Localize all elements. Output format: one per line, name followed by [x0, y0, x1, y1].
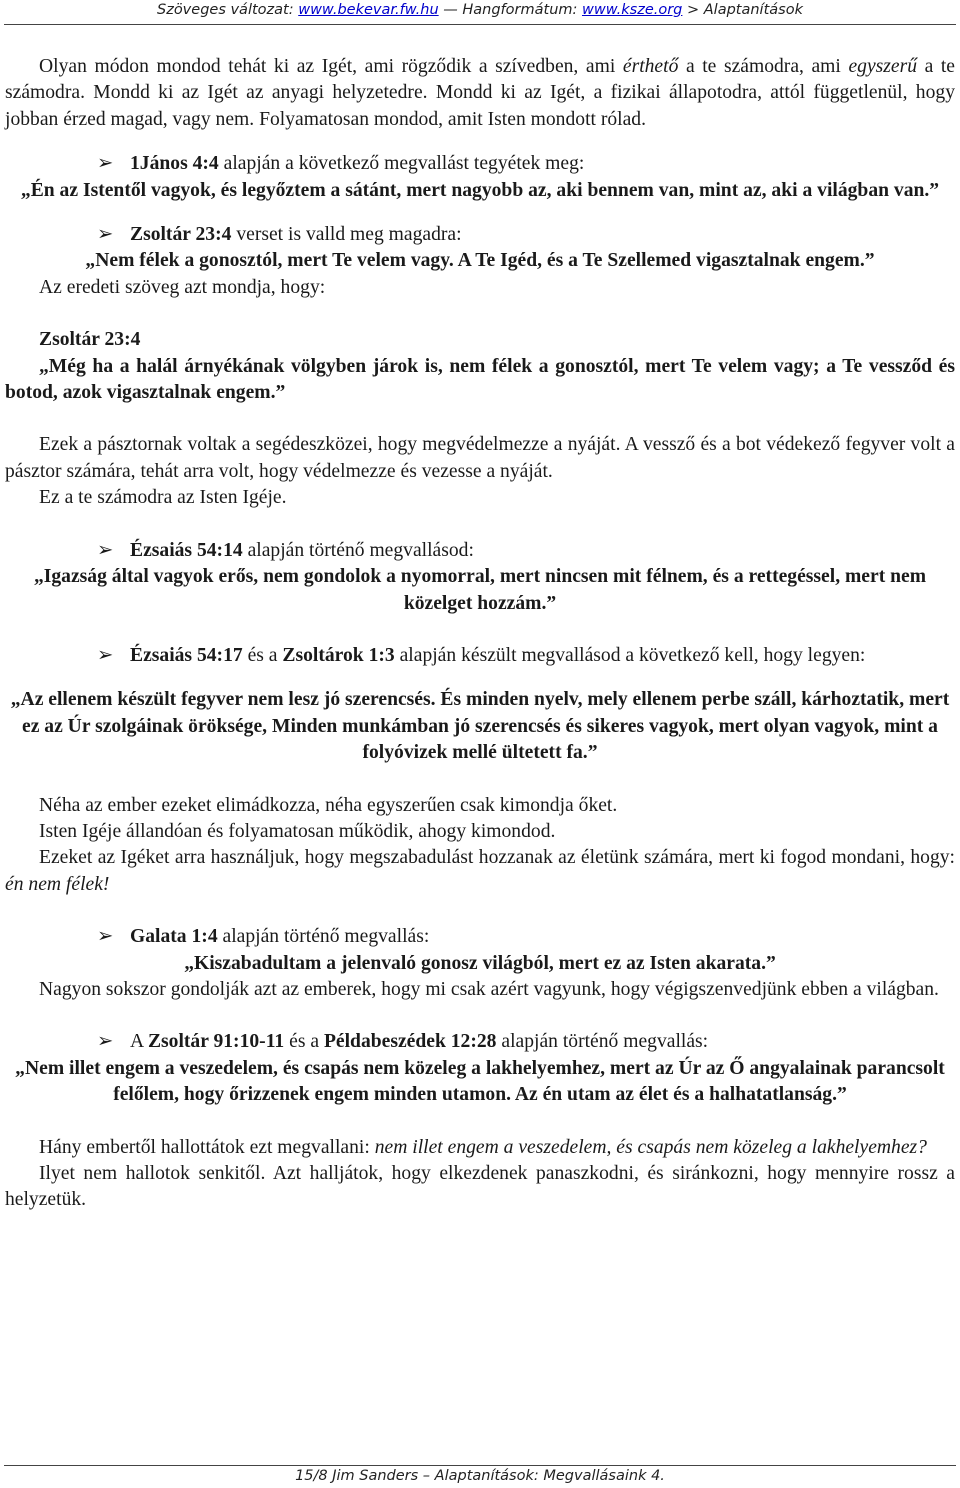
intro-paragraph	[5, 54, 955, 133]
ksze-link[interactable]: www.ksze.org	[582, 2, 683, 18]
arrow-bullet-icon: ➢	[97, 644, 114, 666]
arrow-bullet-icon: ➢	[97, 926, 114, 948]
header-suffix: > Alaptanítások	[682, 2, 803, 18]
bullet-6-pre: A	[130, 1031, 148, 1053]
document-body	[5, 54, 955, 1214]
bekevar-link[interactable]: www.bekevar.fw.hu	[298, 2, 439, 18]
bullet-5-text: alapján történő megvallás:	[217, 926, 430, 948]
shepherd-paragraph: Ezek a pásztornak voltak a segédeszközei, hogy megvédelmezze a nyáját. A vessző és a bot védekező fegyver volt a pásztor számára, tehát arra volt, hogy védelmezze és vezesse a nyáját.	[5, 434, 955, 482]
arrow-bullet-icon: ➢	[97, 1031, 114, 1053]
freedom-paragraph	[5, 845, 955, 898]
bullet-3	[5, 538, 955, 564]
bullet-6-ref-1: Zsoltár 91:10-11	[147, 1031, 285, 1053]
intro-text-c: a te számodra. Mondd ki az Igét az anyagi helyzetedre. Mondd ki az Igét, a fizikai állapotodra, attól függetlenül, hogy jobban érzed magad, vagy nem. Folyamatosan mondod, amit Isten mondott rólad.	[5, 56, 956, 130]
bullet-6-mid: és a	[284, 1031, 324, 1053]
bullet-4-ref-2: Zsoltárok 1:3	[282, 644, 395, 666]
bullet-1	[5, 151, 955, 177]
confess-question-emph: nem illet engem a veszedelem, és csapás nem közeleg a lakhelyemhez?	[374, 1136, 927, 1158]
arrow-bullet-icon: ➢	[97, 224, 114, 246]
bullet-1-text: alapján a következő megvallást tegyétek meg:	[218, 153, 585, 175]
intro-emph-2: egyszerű	[848, 56, 918, 77]
header-prefix: Szöveges változat:	[157, 2, 299, 18]
confess-question-paragraph	[5, 1135, 955, 1161]
bullet-4-text: alapján készült megvallásod a következő kell, hogy legyen:	[394, 644, 866, 666]
bullet-5	[5, 924, 955, 950]
intro-text-a: Olyan módon mondod tehát ki az Igét, ami rögződik a szívedben, ami	[39, 56, 623, 77]
quote-7: „Nem illet engem a veszedelem, és csapás nem közeleg a lakhelyemhez, mert az Úr az Ő angyalainak parancsolt felőlem, hogy őrizzenek engem minden utamon. Az én utam az élet és a halhatatlanság.”	[15, 1057, 945, 1106]
bullet-6-ref-2: Példabeszédek 12:28	[323, 1031, 497, 1053]
bullet-2-text: verset is valld meg magadra:	[231, 224, 462, 246]
freedom-emph: én nem félek!	[5, 873, 110, 895]
complaint-paragraph: Ilyet nem hallotok senkitől. Azt halljátok, hogy elkezdenek panaszkodni, és siránkozni, hogy mennyire rossz a helyzetük.	[5, 1163, 955, 1211]
page-footer: 15/8 Jim Sanders – Alaptanítások: Megvallásaink 4.	[295, 1468, 665, 1484]
quote-1: „Én az Istentől vagyok, és legyőztem a sátánt, mert nagyobb az, aki bennem van, mint az, aki a világban van.”	[20, 179, 940, 201]
page-header	[0, 2, 960, 24]
bullet-4-mid: és a	[242, 644, 283, 666]
quote-3: „Még ha a halál árnyékának völgyben járok is, nem félek a gonosztól, mert Te velem vagy; a Te vessződ és botod, azok vigasztalnak engem.”	[5, 355, 955, 404]
pray-paragraph: Néha az ember ezeket elimádkozza, néha egyszerűen csak kimondja őket.	[39, 794, 618, 816]
confess-question-text: Hány embertől hallottátok ezt megvallani:	[39, 1136, 375, 1158]
quote-2: „Nem félek a gonosztól, mert Te velem vagy. A Te Igéd, és a Te Szellemed vigasztalnak engem.”	[85, 250, 875, 272]
bullet-2-ref: Zsoltár 23:4	[130, 224, 232, 246]
word-of-god-line: Ez a te számodra az Isten Igéje.	[39, 487, 287, 509]
original-text-note: Az eredeti szöveg azt mondja, hogy:	[39, 276, 326, 298]
word-works-paragraph: Isten Igéje állandóan és folyamatosan működik, ahogy kimondod.	[39, 820, 556, 842]
freedom-text: Ezeket az Igéket arra használjuk, hogy megszabadulást hozzanak az életünk számára, mert ki fogod mondani, hogy:	[39, 847, 955, 869]
intro-emph-1: érthető	[622, 56, 679, 77]
bullet-3-ref: Ézsaiás 54:14	[130, 539, 243, 561]
bullet-4-ref-1: Ézsaiás 54:17	[130, 644, 243, 666]
bullet-5-ref: Galata 1:4	[130, 926, 218, 948]
header-divider	[4, 24, 956, 25]
bullet-2	[5, 222, 955, 248]
bullet-1-ref: 1János 4:4	[130, 153, 219, 175]
header-mid: — Hangformátum:	[438, 2, 582, 18]
arrow-bullet-icon: ➢	[97, 153, 114, 175]
bullet-6-text: alapján történő megvallás:	[496, 1031, 709, 1053]
suffering-paragraph: Nagyon sokszor gondolják azt az emberek, hogy mi csak azért vagyunk, hogy végigszenvedjünk ebben a világban.	[39, 978, 939, 1000]
psalm-title: Zsoltár 23:4	[39, 329, 141, 351]
quote-4: „Igazság által vagyok erős, nem gondolok a nyomorral, mert nincsen mit félnem, és a rettegéssel, mert nem közelget hozzám.”	[33, 566, 927, 614]
bullet-4	[5, 643, 955, 669]
quote-5: „Az ellenem készült fegyver nem lesz jó szerencsés. És minden nyelv, mely ellenem perbe száll, kárhoztatik, mert ez az Úr szolgáinak öröksége, Minden munkámban jó szerencsés és sikeres vagyok, mert olyan vagyok, mint a folyóvizek mellé ültetett fa.”	[10, 689, 950, 764]
arrow-bullet-icon: ➢	[97, 539, 114, 561]
quote-6: „Kiszabadultam a jelenvaló gonosz világból, mert ez az Isten akarata.”	[184, 952, 776, 974]
footer-divider	[4, 1465, 956, 1466]
intro-text-b: a te számodra, ami	[678, 56, 849, 77]
bullet-3-text: alapján történő megvallásod:	[242, 539, 474, 561]
bullet-6	[5, 1029, 955, 1055]
